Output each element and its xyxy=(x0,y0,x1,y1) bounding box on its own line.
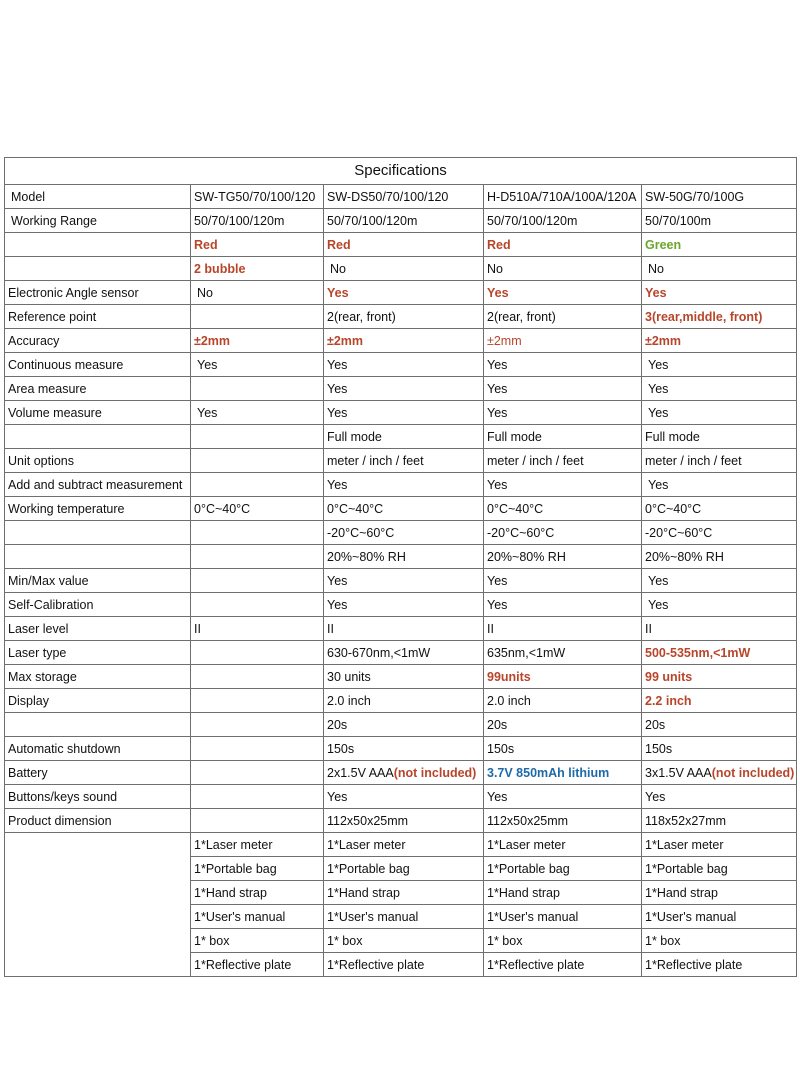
cell-c4: 0°C~40°C xyxy=(642,497,797,521)
cell-c4: II xyxy=(642,617,797,641)
cell-c4: Green xyxy=(642,233,797,257)
cell-c2: Yes xyxy=(324,785,484,809)
cell-c4: Yes xyxy=(642,785,797,809)
cell-c1 xyxy=(191,665,324,689)
cell-c4 xyxy=(642,761,797,785)
package-item: 1*Portable bag xyxy=(484,857,642,881)
package-item: 1*User's manual xyxy=(642,905,797,929)
table-row xyxy=(5,473,797,497)
cell-c3: II xyxy=(484,617,642,641)
cell-c2: Yes xyxy=(324,473,484,497)
package-row xyxy=(5,833,797,857)
cell-c2: Yes xyxy=(324,377,484,401)
cell-c3: 2(rear, front) xyxy=(484,305,642,329)
cell-c4: 500-535nm,<1mW xyxy=(642,641,797,665)
package-item: 1*User's manual xyxy=(484,905,642,929)
cell-c4: 2.2 inch xyxy=(642,689,797,713)
table-row xyxy=(5,425,797,449)
package-item: 1*Laser meter xyxy=(324,833,484,857)
cell-c3: 2.0 inch xyxy=(484,689,642,713)
cell-c3: Yes xyxy=(484,569,642,593)
table-title: Specifications xyxy=(5,158,797,185)
cell-c2: 630-670nm,<1mW xyxy=(324,641,484,665)
cell-c1 xyxy=(191,449,324,473)
row-label: Automatic shutdown xyxy=(5,737,191,761)
cell-c2: Yes xyxy=(324,353,484,377)
cell-c2: Yes xyxy=(324,569,484,593)
cell-c3: 112x50x25mm xyxy=(484,809,642,833)
row-label: Display xyxy=(5,689,191,713)
cell-c1 xyxy=(191,377,324,401)
cell-c3: Yes xyxy=(484,377,642,401)
cell-c3: Yes xyxy=(484,401,642,425)
row-label: Battery xyxy=(5,761,191,785)
table-row xyxy=(5,521,797,545)
battery-spec: 3x1.5V AAA xyxy=(645,765,712,780)
cell-c2: 0°C~40°C xyxy=(324,497,484,521)
package-label xyxy=(5,833,191,977)
row-label: Laser level xyxy=(5,617,191,641)
cell-c1 xyxy=(191,689,324,713)
cell-c3: 0°C~40°C xyxy=(484,497,642,521)
package-item: 1*User's manual xyxy=(324,905,484,929)
row-label: Laser type xyxy=(5,641,191,665)
cell-c4: 20s xyxy=(642,713,797,737)
cell-c2: 20s xyxy=(324,713,484,737)
package-item: 1* box xyxy=(484,929,642,953)
table-row xyxy=(5,545,797,569)
cell-c2: Full mode xyxy=(324,425,484,449)
cell-c2: 112x50x25mm xyxy=(324,809,484,833)
package-item: 1*Laser meter xyxy=(642,833,797,857)
row-label: Product dimension xyxy=(5,809,191,833)
cell-c1 xyxy=(191,761,324,785)
cell-c4: Yes xyxy=(642,377,797,401)
cell-c1 xyxy=(191,737,324,761)
cell-c4: 3(rear,middle, front) xyxy=(642,305,797,329)
row-label xyxy=(5,545,191,569)
table-row xyxy=(5,233,797,257)
table-row xyxy=(5,785,797,809)
cell-c3: 99units xyxy=(484,665,642,689)
table-row xyxy=(5,353,797,377)
row-label xyxy=(5,425,191,449)
cell-c1 xyxy=(191,713,324,737)
cell-c3: Red xyxy=(484,233,642,257)
cell-c4: Yes xyxy=(642,281,797,305)
cell-c4: 50/70/100m xyxy=(642,209,797,233)
package-item: 1*Hand strap xyxy=(191,881,324,905)
row-label: Self-Calibration xyxy=(5,593,191,617)
cell-c3: H-D510A/710A/100A/120A xyxy=(484,185,642,209)
table-row xyxy=(5,713,797,737)
cell-c2: No xyxy=(324,257,484,281)
row-label xyxy=(5,521,191,545)
cell-c1: Yes xyxy=(191,401,324,425)
table-row xyxy=(5,257,797,281)
cell-c1 xyxy=(191,641,324,665)
cell-c1: Red xyxy=(191,233,324,257)
cell-c2: 150s xyxy=(324,737,484,761)
table-row xyxy=(5,305,797,329)
table-row xyxy=(5,449,797,473)
cell-c3: Yes xyxy=(484,593,642,617)
cell-c1: 0°C~40°C xyxy=(191,497,324,521)
package-item: 1*Reflective plate xyxy=(324,953,484,977)
table-row xyxy=(5,401,797,425)
table-row xyxy=(5,617,797,641)
not-included-note: (not included) xyxy=(393,765,477,780)
row-label xyxy=(5,257,191,281)
cell-c3: No xyxy=(484,257,642,281)
row-label: Continuous measure xyxy=(5,353,191,377)
cell-c1 xyxy=(191,545,324,569)
row-label: Add and subtract measurement xyxy=(5,473,191,497)
cell-c4: 99 units xyxy=(642,665,797,689)
cell-c3: Yes xyxy=(484,785,642,809)
row-label: Max storage xyxy=(5,665,191,689)
cell-c4: -20°C~60°C xyxy=(642,521,797,545)
package-item: 1*Laser meter xyxy=(191,833,324,857)
cell-c4: Yes xyxy=(642,473,797,497)
cell-c3: meter / inch / feet xyxy=(484,449,642,473)
cell-c1: 2 bubble xyxy=(191,257,324,281)
cell-c2: SW-DS50/70/100/120 xyxy=(324,185,484,209)
cell-c2: 30 units xyxy=(324,665,484,689)
cell-c4: 20%~80% RH xyxy=(642,545,797,569)
cell-c4: Yes xyxy=(642,593,797,617)
cell-c3: Yes xyxy=(484,281,642,305)
table-row xyxy=(5,737,797,761)
row-label: Area measure xyxy=(5,377,191,401)
package-item: 1*Portable bag xyxy=(324,857,484,881)
cell-c1 xyxy=(191,521,324,545)
cell-c1 xyxy=(191,809,324,833)
cell-c1 xyxy=(191,593,324,617)
cell-c3: Yes xyxy=(484,473,642,497)
row-label: Unit options xyxy=(5,449,191,473)
cell-c1 xyxy=(191,785,324,809)
row-label xyxy=(5,233,191,257)
package-item: 1*Portable bag xyxy=(642,857,797,881)
cell-c2: 50/70/100/120m xyxy=(324,209,484,233)
package-item: 1*Hand strap xyxy=(642,881,797,905)
cell-c2: ±2mm xyxy=(324,329,484,353)
table-row xyxy=(5,185,797,209)
table-row xyxy=(5,689,797,713)
cell-c2: Yes xyxy=(324,281,484,305)
cell-c1: SW-TG50/70/100/120 xyxy=(191,185,324,209)
row-label: Buttons/keys sound xyxy=(5,785,191,809)
row-label: Electronic Angle sensor xyxy=(5,281,191,305)
cell-c3: 635nm,<1mW xyxy=(484,641,642,665)
row-label: Volume measure xyxy=(5,401,191,425)
cell-c4: ±2mm xyxy=(642,329,797,353)
cell-c1 xyxy=(191,425,324,449)
cell-c2: 2.0 inch xyxy=(324,689,484,713)
cell-c1: Yes xyxy=(191,353,324,377)
package-item: 1*Portable bag xyxy=(191,857,324,881)
package-item: 1* box xyxy=(642,929,797,953)
table-row xyxy=(5,809,797,833)
cell-c3: 20s xyxy=(484,713,642,737)
row-label: Accuracy xyxy=(5,329,191,353)
row-label: Working temperature xyxy=(5,497,191,521)
not-included-note: (not included) xyxy=(711,765,795,780)
cell-c4: Yes xyxy=(642,569,797,593)
table-row xyxy=(5,761,797,785)
table-row xyxy=(5,665,797,689)
table-row xyxy=(5,641,797,665)
cell-c2: Yes xyxy=(324,593,484,617)
cell-c3: 50/70/100/120m xyxy=(484,209,642,233)
table-row xyxy=(5,377,797,401)
cell-c2: 2(rear, front) xyxy=(324,305,484,329)
cell-c4: No xyxy=(642,257,797,281)
cell-c4: Full mode xyxy=(642,425,797,449)
cell-c3: Yes xyxy=(484,353,642,377)
title-row xyxy=(5,158,797,185)
cell-c2: 20%~80% RH xyxy=(324,545,484,569)
row-label: Model xyxy=(5,185,191,209)
row-label xyxy=(5,713,191,737)
cell-c4: Yes xyxy=(642,401,797,425)
cell-c1 xyxy=(191,569,324,593)
row-label: Working Range xyxy=(5,209,191,233)
cell-c3: 20%~80% RH xyxy=(484,545,642,569)
package-item: 1*Reflective plate xyxy=(642,953,797,977)
cell-c4: meter / inch / feet xyxy=(642,449,797,473)
cell-c2: Red xyxy=(324,233,484,257)
table-row xyxy=(5,209,797,233)
cell-c4: Yes xyxy=(642,353,797,377)
cell-c3: 3.7V 850mAh lithium xyxy=(484,761,642,785)
cell-c1: II xyxy=(191,617,324,641)
cell-c4: 118x52x27mm xyxy=(642,809,797,833)
cell-c3: -20°C~60°C xyxy=(484,521,642,545)
cell-c2: Yes xyxy=(324,401,484,425)
cell-c1: ±2mm xyxy=(191,329,324,353)
package-item: 1*Laser meter xyxy=(484,833,642,857)
package-item: 1*Reflective plate xyxy=(484,953,642,977)
row-label: Reference point xyxy=(5,305,191,329)
package-item: 1*User's manual xyxy=(191,905,324,929)
row-label: Min/Max value xyxy=(5,569,191,593)
package-item: 1*Hand strap xyxy=(484,881,642,905)
cell-c3: ±2mm xyxy=(484,329,642,353)
cell-c2 xyxy=(324,761,484,785)
cell-c1 xyxy=(191,473,324,497)
cell-c3: 150s xyxy=(484,737,642,761)
package-item: 1* box xyxy=(191,929,324,953)
table-row xyxy=(5,593,797,617)
cell-c2: II xyxy=(324,617,484,641)
cell-c2: meter / inch / feet xyxy=(324,449,484,473)
cell-c1 xyxy=(191,305,324,329)
table-row xyxy=(5,281,797,305)
cell-c3: Full mode xyxy=(484,425,642,449)
cell-c1: 50/70/100/120m xyxy=(191,209,324,233)
package-item: 1* box xyxy=(324,929,484,953)
battery-spec: 2x1.5V AAA xyxy=(327,765,394,780)
cell-c4: SW-50G/70/100G xyxy=(642,185,797,209)
cell-c2: -20°C~60°C xyxy=(324,521,484,545)
specifications-table xyxy=(4,157,797,977)
table-row xyxy=(5,329,797,353)
cell-c1: No xyxy=(191,281,324,305)
table-row xyxy=(5,497,797,521)
package-item: 1*Hand strap xyxy=(324,881,484,905)
table-row xyxy=(5,569,797,593)
package-item: 1*Reflective plate xyxy=(191,953,324,977)
cell-c4: 150s xyxy=(642,737,797,761)
